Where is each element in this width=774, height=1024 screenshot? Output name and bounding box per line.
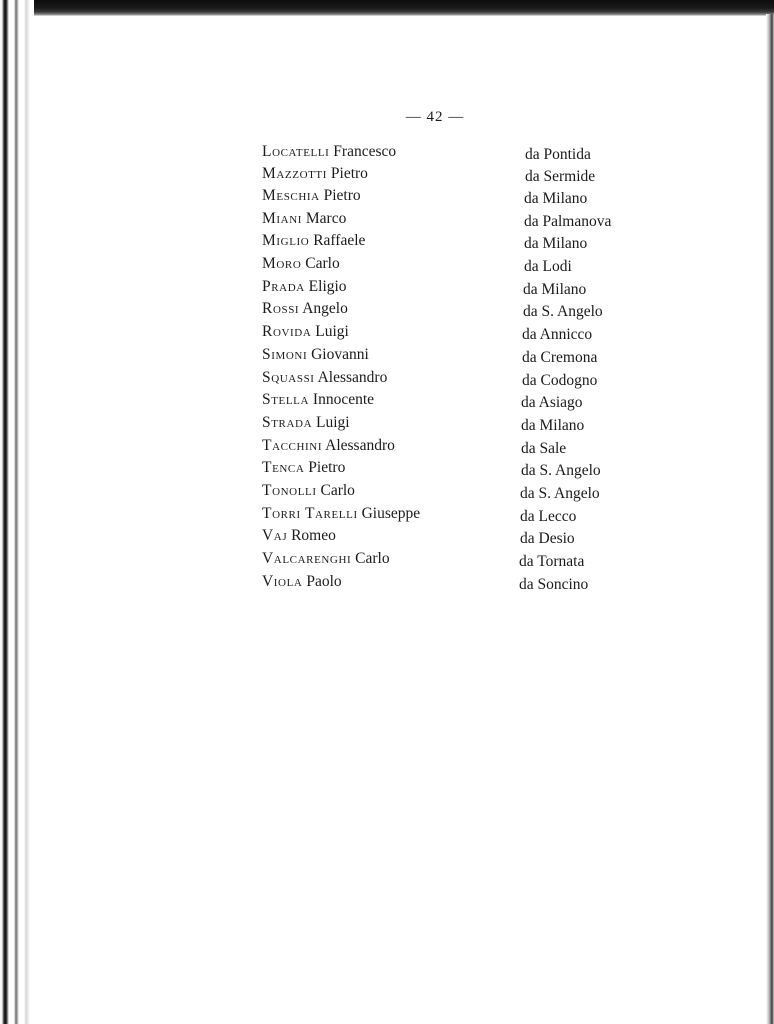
list-item [0,255,774,277]
given-name: Carlo [355,550,390,567]
person-name [262,255,340,273]
person-name [262,527,336,545]
person-name [262,232,365,250]
surname: Tacchini [262,437,323,454]
surname: Moro [262,255,302,272]
person-name [262,300,348,318]
person-name [262,346,369,364]
given-name: Alessandro [317,369,388,386]
given-name: Pietro [330,165,368,182]
surname: Vaj [262,527,288,544]
given-name: Alessandro [325,437,395,454]
person-name [262,143,396,161]
list-item [0,573,774,595]
origin-place: da Palmanova [524,213,612,230]
given-name: Angelo [302,300,348,317]
surname: Strada [262,414,313,431]
surname: Miani [262,210,302,227]
list-item [0,550,774,572]
given-name: Giuseppe [361,505,421,522]
surname: Rovida [262,323,312,340]
person-name [262,573,342,591]
list-item [0,323,774,345]
origin-place: da Sermide [525,168,596,185]
given-name: Pietro [323,187,361,204]
surname: Miglio [262,232,310,249]
surname: Rossi [262,300,300,317]
list-item [0,482,774,504]
surname: Viola [262,573,303,590]
given-name: Raffaele [313,232,366,249]
surname: Tonolli [262,482,317,499]
given-name: Romeo [291,527,336,544]
person-name [262,437,395,455]
given-name: Innocente [312,391,375,408]
list-item [0,505,774,527]
list-item [0,346,774,368]
list-item [0,165,774,187]
given-name: Francesco [333,143,397,160]
person-name [262,391,374,409]
origin-place: da Milano [523,281,587,298]
surname: Locatelli [262,143,330,160]
person-name [262,505,420,523]
given-name: Paolo [306,573,342,590]
person-name [262,369,387,387]
origin-place: da Asiago [521,394,583,411]
origin-place: da Lodi [524,258,572,275]
origin-place: da Tornata [519,553,585,570]
list-item [0,232,774,254]
origin-place: da S. Angelo [521,462,601,479]
person-name [262,414,350,432]
list-item [0,414,774,436]
person-name [262,210,346,228]
surname: Simoni [262,346,308,363]
list-item [0,187,774,209]
origin-place: da Lecco [520,508,577,525]
origin-place: da Milano [521,417,585,434]
list-item [0,527,774,549]
given-name: Pietro [308,459,346,476]
person-name [262,278,347,296]
origin-place: da S. Angelo [520,485,600,502]
list-item [0,278,774,300]
list-item [0,437,774,459]
list-item [0,391,774,413]
person-name [262,323,349,341]
person-name [262,187,361,205]
surname: Stella [262,391,310,408]
list-item [0,210,774,232]
origin-place: da Sale [521,440,567,457]
surname: Squassi [262,369,315,386]
list-item [0,143,774,165]
origin-place: da Desio [520,530,575,547]
surname: Mazzotti [262,165,328,182]
list-item [0,369,774,391]
given-name: Marco [305,210,347,227]
surname: Valcarenghi [262,550,352,567]
given-name: Luigi [315,323,349,340]
given-name: Carlo [320,482,355,499]
given-name: Luigi [315,414,350,431]
person-name [262,459,345,477]
surname: Meschia [262,187,320,204]
origin-place: da Pontida [525,146,591,163]
surname: Torri Tarelli [262,505,358,522]
origin-place: da Milano [524,235,588,252]
given-name: Carlo [305,255,340,272]
page-number: — 42 — [405,109,465,125]
origin-place: da Cremona [522,349,598,366]
person-name [262,550,390,568]
origin-place: da Codogno [522,372,598,389]
list-item [0,300,774,322]
origin-place: da Annicco [522,326,593,343]
list-item [0,459,774,481]
person-name [262,482,355,500]
given-name: Giovanni [311,346,369,363]
origin-place: da S. Angelo [523,303,603,320]
origin-place: da Soncino [519,576,589,593]
surname: Prada [262,278,305,295]
surname: Tenca [262,459,305,476]
origin-place: da Milano [524,190,588,207]
person-name [262,165,368,183]
given-name: Eligio [308,278,347,295]
